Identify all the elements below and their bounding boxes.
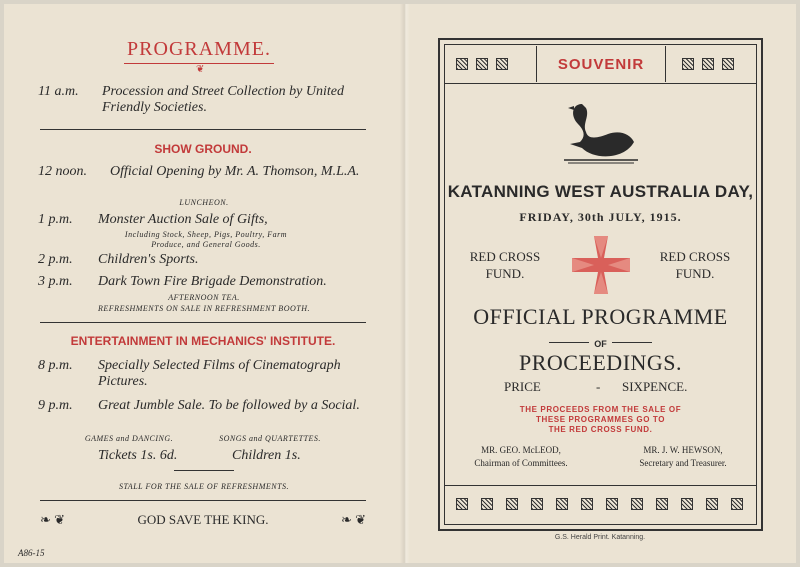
- event-title: KATANNING WEST AUSTRALIA DAY,: [447, 182, 754, 201]
- item-text: Children's Sports.: [98, 252, 199, 267]
- games-note: GAMES and DANCING.: [84, 434, 174, 443]
- red-cross-fund-left: RED CROSS FUND.: [469, 249, 541, 281]
- item-text: Monster Auction Sale of Gifts,: [98, 212, 268, 227]
- item-text: Great Jumble Sale. To be followed by a Social.: [98, 398, 360, 413]
- right-panel: [404, 4, 796, 563]
- item-text: Specially Selected Films of Cinematograph Pictures.: [98, 358, 341, 389]
- price-label: PRICE: [504, 379, 541, 394]
- item-text: Procession and Street Collection by United Friendly Societies.: [102, 84, 344, 115]
- footer-row: [40, 512, 366, 528]
- price-value: SIXPENCE.: [622, 379, 688, 394]
- catalog-mark: A86-15: [18, 548, 45, 558]
- tile-ornaments: [682, 58, 734, 70]
- souvenir-label: SOUVENIR: [536, 46, 666, 82]
- item-text: Dark Town Fire Brigade Demonstration.: [98, 274, 327, 289]
- chairman-signature: MR. GEO. McLEOD, Chairman of Committees.: [474, 445, 568, 468]
- time-label: 3 p.m.: [38, 274, 73, 289]
- red-cross-fund-right: RED CROSS FUND.: [659, 249, 731, 281]
- programme-sheet: [4, 4, 796, 563]
- divider: [40, 129, 366, 130]
- time-label: 11 a.m.: [38, 84, 79, 99]
- short-divider: [174, 470, 234, 471]
- children-price: Children 1s.: [232, 448, 301, 463]
- black-swan-icon: [564, 100, 638, 166]
- stall-note: STALL FOR THE SALE OF REFRESHMENTS.: [118, 482, 290, 491]
- red-cross-icon: [572, 236, 630, 294]
- time-label: 9 p.m.: [38, 398, 73, 413]
- printer-credit: G.S. Herald Print. Katanning.: [554, 534, 646, 541]
- left-panel: [4, 4, 402, 563]
- time-label: 2 p.m.: [38, 252, 73, 267]
- refreshments-note: REFRESHMENTS ON SALE IN REFRESHMENT BOOTH.: [98, 304, 310, 313]
- of-label: OF: [594, 339, 607, 349]
- event-date: FRIDAY, 30th JULY, 1915.: [519, 210, 682, 224]
- item-note: LUNCHEON.: [179, 198, 229, 207]
- divider: [40, 500, 366, 501]
- tile-ornaments: [456, 498, 743, 510]
- god-save-the-king: GOD SAVE THE KING.: [137, 512, 269, 527]
- ornament-icon: ❧ ❦: [40, 512, 66, 527]
- ornament-icon: ❦: [196, 64, 205, 75]
- secretary-signature: MR. J. W. HEWSON, Secretary and Treasurer.: [639, 445, 727, 468]
- proceeds-note: THE PROCEEDS FROM THE SALE OF THESE PROGRAMMES GO TO THE RED CROSS FUND.: [519, 405, 682, 434]
- programme-title: PROGRAMME.: [104, 38, 294, 64]
- tickets-price: Tickets 1s. 6d.: [98, 448, 178, 463]
- songs-note: SONGS and QUARTETTES.: [219, 434, 321, 443]
- time-label: 1 p.m.: [38, 212, 73, 227]
- afternoon-tea: AFTERNOON TEA.: [168, 293, 240, 302]
- item-text: Official Opening by Mr. A. Thomson, M.L.A.: [110, 164, 360, 179]
- item-note: Including Stock, Sheep, Pigs, Poultry, Farm Produce, and General Goods.: [124, 230, 288, 249]
- official-programme: OFFICIAL PROGRAMME: [473, 304, 728, 329]
- ornament-icon: ❧ ❦: [340, 512, 366, 527]
- time-label: 12 noon.: [38, 164, 87, 179]
- price-dash: -: [596, 379, 601, 394]
- institute-heading: ENTERTAINMENT IN MECHANICS' INSTITUTE.: [70, 334, 336, 348]
- time-label: 8 p.m.: [38, 358, 73, 373]
- proceedings: PROCEEDINGS.: [518, 350, 683, 375]
- tile-ornaments: [456, 58, 508, 70]
- show-ground-heading: SHOW GROUND.: [154, 142, 252, 156]
- of-row: [444, 332, 757, 351]
- divider: [40, 322, 366, 323]
